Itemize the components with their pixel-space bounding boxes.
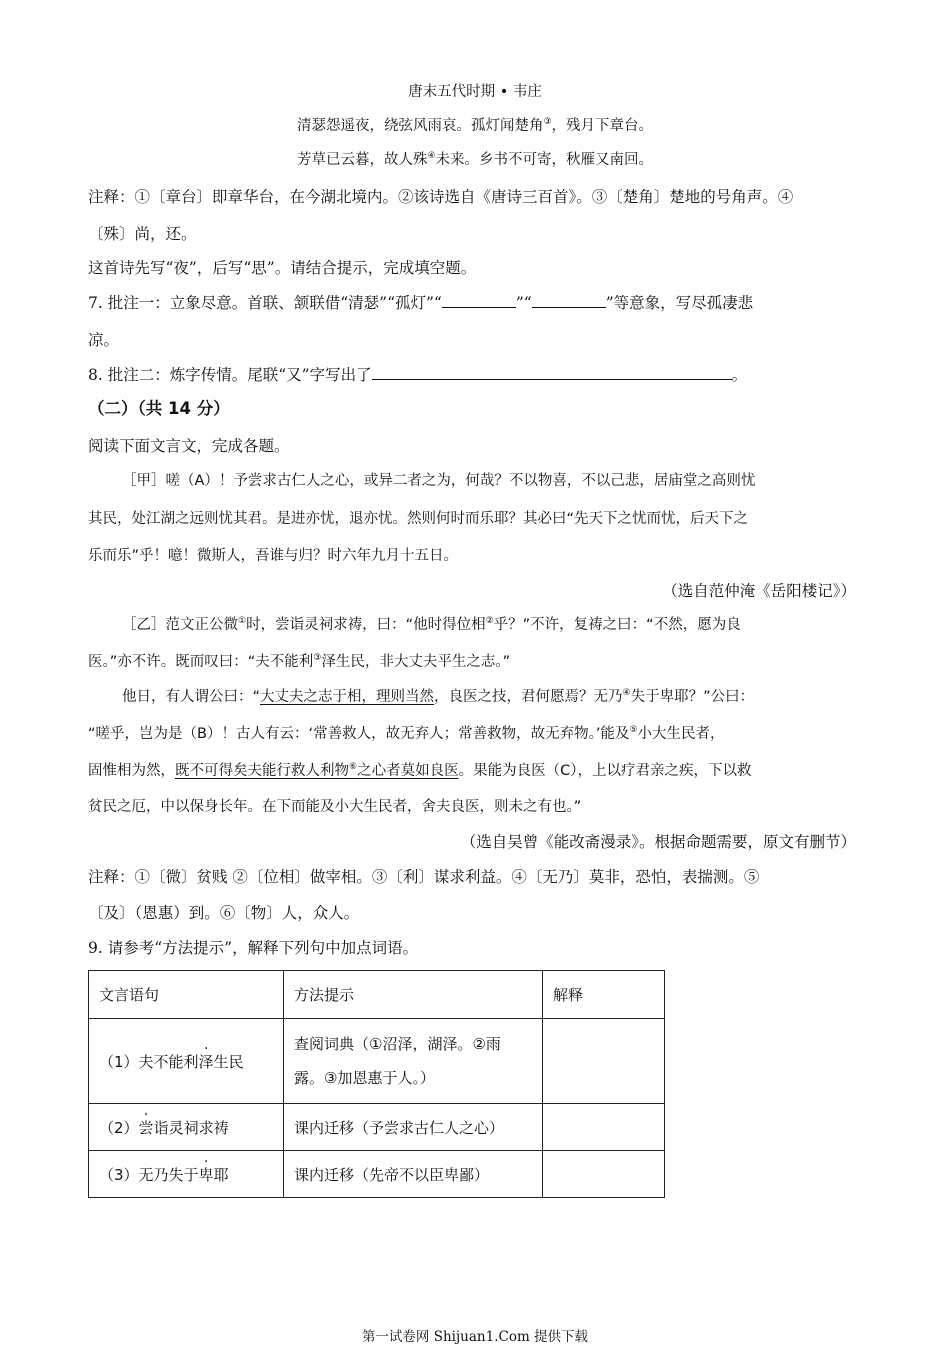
yi-notes-line-1: 注释：①〔微〕贫贱 ②〔位相〕做宰相。③〔利〕谋求利益。④〔无乃〕莫非，恐怕，表揣测。⑤: [88, 868, 760, 886]
poem-line-1: 清瑟怨遥夜，绕弦风雨哀。孤灯闻楚角③，残月下章台。: [296, 117, 654, 134]
answer-cell[interactable]: [543, 1104, 665, 1151]
yi-line-5: 固惟相为然，既不可得矣夫能行救人利物⑥之心者莫如良医。果能为良医（C），上以疗君亲之疾，下以救: [88, 762, 752, 779]
answer-blank-3[interactable]: [372, 364, 732, 380]
jia-line-2: 其民，处江湖之远则忧其君。是进亦忧，退亦忧。然则何时而乐耶？其必曰“先天下之忧而忧，后天下之: [88, 511, 749, 527]
poem-notes-line-1: 注释：①〔章台〕即章华台，在今湖北境内。②该诗选自《唐诗三百首》。③〔楚角〕楚地的号角声。④: [88, 188, 794, 206]
table-cell: 课内迁移（予尝求古仁人之心）: [284, 1104, 543, 1151]
table-cell: （1）夫不能利泽生民: [89, 1019, 284, 1104]
table-row: [89, 1151, 665, 1198]
table-header: 文言语句: [89, 971, 284, 1019]
answer-blank-2[interactable]: [532, 292, 606, 308]
question-8: 8. 批注二：炼字传情。尾联“又”字写出了 。: [88, 366, 748, 384]
jia-source: （选自范仲淹《岳阳楼记》）: [662, 582, 856, 600]
underlined-sentence-1: 大丈夫之志于相，理则当然: [260, 689, 435, 705]
dotted-word: 泽: [198, 1052, 214, 1071]
yi-line-2: 医。”亦不许。既而叹曰：“夫不能利③泽生民，非大丈夫平生之志。”: [88, 653, 511, 670]
table-cell: 查阅词典（①沼泽，湖泽。②雨 露。③加恩惠于人。）: [284, 1019, 543, 1104]
question-7-line-2: 凉。: [88, 331, 120, 349]
yi-source: （选自吴曾《能改斋漫录》。根据命题需要，原文有删节）: [460, 833, 856, 851]
answer-blank-1[interactable]: [442, 292, 516, 308]
poem-intro: 这首诗先写“夜”，后写“思”。请结合提示，完成填空题。: [88, 259, 477, 277]
section-2-instruction: 阅读下面文言文，完成各题。: [88, 437, 290, 455]
yi-line-6: 贫民之厄，中以保身长年。在下而能及小大生民者，舍夫良医，则未之有也。”: [88, 799, 582, 815]
table-row: [89, 1019, 665, 1104]
table-cell: 课内迁移（先帝不以臣卑鄙）: [284, 1151, 543, 1198]
question-7: 7. 批注一：立象尽意。首联、颔联借“清瑟”“孤灯”“ ”“ ”等意象，写尽孤凄悲: [88, 294, 754, 312]
poem-line-2: 芳草已云暮，故人殊④未来。乡书不可寄，秋雁又南回。: [296, 151, 654, 168]
jia-line-1: ［甲］嗟（A）！予尝求古仁人之心，或异二者之为，何哉？不以物喜，不以己悲，居庙堂之高则忧: [122, 473, 756, 489]
table-cell: （3）无乃失于卑耶: [89, 1151, 284, 1198]
answer-cell[interactable]: [543, 1019, 665, 1104]
table-cell: （2）尝诣灵祠求祷: [89, 1104, 284, 1151]
table-header: 方法提示: [284, 971, 543, 1019]
section-2-title: （二）（共 14 分）: [88, 399, 230, 418]
yi-line-3: 他日，有人谓公曰：“大丈夫之志于相，理则当然，良医之技，君何愿焉？无乃④失于卑耶？”公曰：: [122, 688, 755, 705]
dotted-word: 卑: [198, 1165, 214, 1184]
poem-notes-line-2: 〔殊〕尚，还。: [88, 225, 197, 243]
poem-author-line: 唐末五代时期 • 韦庄: [408, 84, 542, 100]
table-row: [89, 1104, 665, 1151]
answer-cell[interactable]: [543, 1151, 665, 1198]
dotted-word: 尝: [138, 1118, 154, 1137]
jia-line-3: 乐而乐”乎！噫！微斯人，吾谁与归？时六年九月十五日。: [88, 548, 459, 564]
question-9-table: [88, 970, 665, 1198]
page-footer: 第一试卷网 Shijuan1.Com 提供下载: [361, 1329, 589, 1345]
yi-line-4: “嗟乎，岂为是（B）！古人有云：‘常善救人，故无弃人；常善救物，故无弃物。’能及⑤小大生民者，: [88, 725, 725, 742]
yi-line-1: ［乙］范文正公微①时，尝诣灵祠求祷，曰：“他时得位相②乎？”不许，复祷之曰：“不然，愿为良: [122, 616, 741, 633]
table-header-row: [89, 971, 665, 1019]
yi-notes-line-2: 〔及〕（恩惠）到。⑥〔物〕人，众人。: [88, 904, 360, 922]
table-header: 解释: [543, 971, 665, 1019]
underlined-sentence-2: 既不可得矣夫能行救人利物⑥之心者莫如良医: [175, 762, 459, 779]
question-9: 9. 请参考“方法提示”，解释下列句中加点词语。: [88, 939, 419, 957]
